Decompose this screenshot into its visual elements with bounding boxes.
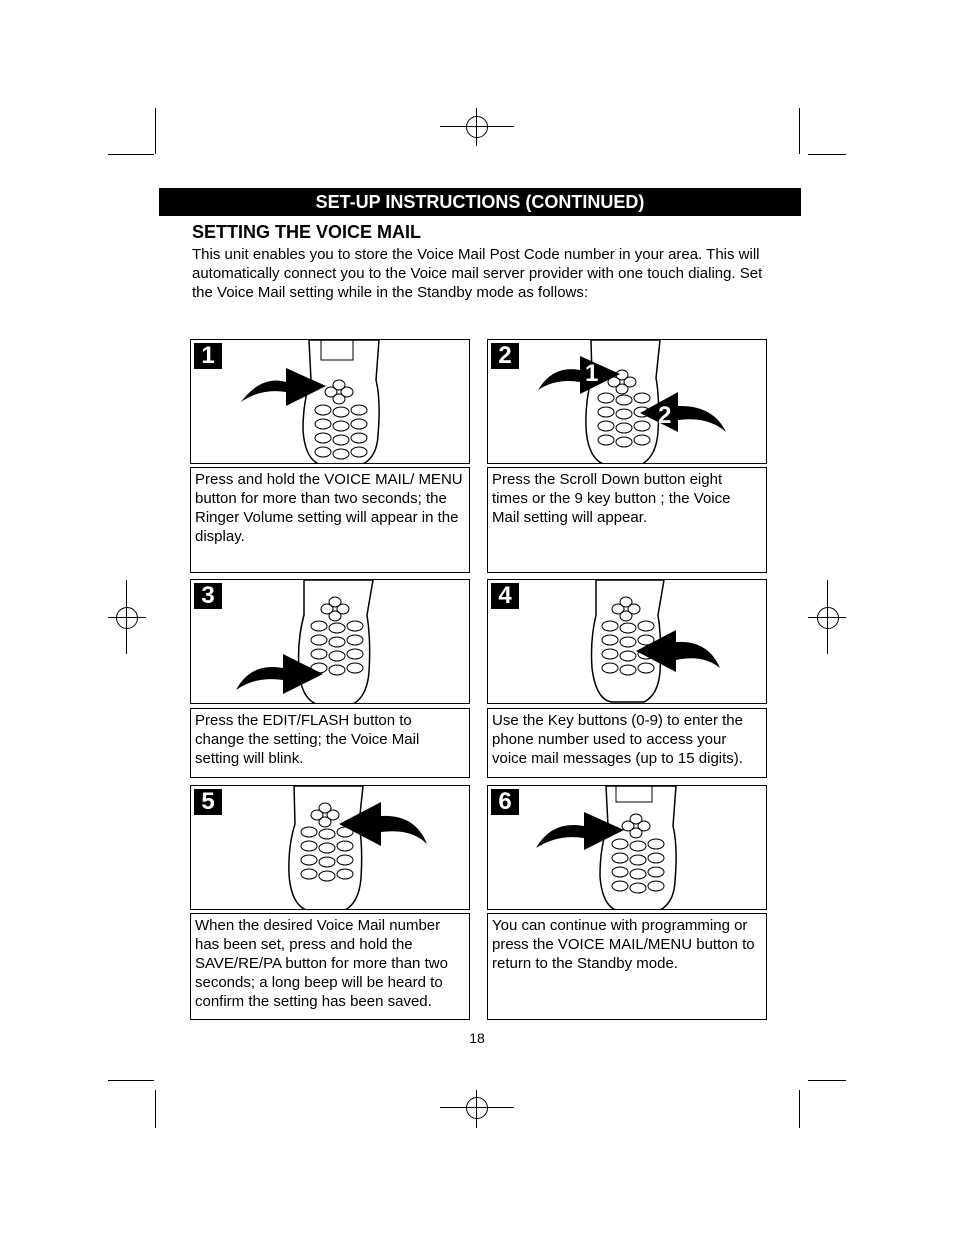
step-6-text: You can continue with programming or press the VOICE MAIL/MENU button to return to the Standby mode. bbox=[487, 913, 767, 1020]
arrow-left-icon bbox=[640, 392, 726, 432]
step-6-illustration bbox=[487, 785, 767, 910]
intro-paragraph: This unit enables you to store the Voice Mail Post Code number in your area. This will automatically connect you to the Voice mail server provider with one touch dialing. Set the Voice Mail setting while in the Standby mode as follows: bbox=[192, 246, 763, 301]
section-title: SETTING THE VOICE MAIL bbox=[192, 222, 422, 242]
step-5-text: When the desired Voice Mail number has been set, press and hold the SAVE/RE/PA button for more than two seconds; a long beep will be heard to confirm the setting has been saved. bbox=[190, 913, 470, 1020]
step-4-text: Use the Key buttons (0-9) to enter the phone number used to access your voice mail messages (up to 15 digits). bbox=[487, 708, 767, 778]
phone-handset-icon bbox=[488, 340, 767, 464]
step-1-illustration bbox=[190, 339, 470, 464]
crop-mark bbox=[155, 108, 156, 154]
arrow-left-icon bbox=[339, 802, 427, 846]
step-1-text: Press and hold the VOICE MAIL/ MENU button for more than two seconds; the Ringer Volume setting will appear in the display. bbox=[190, 467, 470, 573]
arrow-left-icon bbox=[636, 630, 720, 672]
step-4-number: 4 bbox=[491, 583, 519, 609]
step-1-number: 1 bbox=[194, 343, 222, 369]
step-5-number: 5 bbox=[194, 789, 222, 815]
step-6-number: 6 bbox=[491, 789, 519, 815]
step-2-number: 2 bbox=[491, 343, 519, 369]
crop-mark bbox=[108, 154, 154, 155]
step-3-number: 3 bbox=[194, 583, 222, 609]
arrow-right-icon bbox=[538, 356, 620, 394]
step-5-illustration bbox=[190, 785, 470, 910]
crop-mark bbox=[799, 1090, 800, 1128]
phone-handset-icon bbox=[488, 580, 767, 704]
section-header-bar: SET-UP INSTRUCTIONS (CONTINUED) bbox=[159, 188, 801, 216]
arrow-right-icon bbox=[241, 368, 326, 406]
phone-handset-icon bbox=[488, 786, 767, 910]
crop-mark bbox=[108, 1080, 154, 1081]
phone-handset-icon bbox=[191, 340, 470, 464]
arrow-right-icon bbox=[536, 812, 624, 850]
phone-handset-icon bbox=[191, 580, 470, 704]
crop-mark bbox=[799, 108, 800, 154]
arrow-right-icon bbox=[236, 654, 323, 694]
page-number: 18 bbox=[469, 1030, 485, 1046]
step-4-illustration bbox=[487, 579, 767, 704]
callout-1-label: 1 bbox=[585, 360, 599, 387]
crop-mark bbox=[808, 154, 846, 155]
crop-mark bbox=[155, 1090, 156, 1128]
crop-mark bbox=[808, 1080, 846, 1081]
step-2-illustration bbox=[487, 339, 767, 464]
step-3-illustration bbox=[190, 579, 470, 704]
callout-2-label: 2 bbox=[658, 402, 672, 429]
step-3-text: Press the EDIT/FLASH button to change the setting; the Voice Mail setting will blink. bbox=[190, 708, 470, 778]
phone-handset-icon bbox=[191, 786, 470, 910]
step-2-text: Press the Scroll Down button eight times or the 9 key button ; the Voice Mail setting will appear. bbox=[487, 467, 767, 573]
